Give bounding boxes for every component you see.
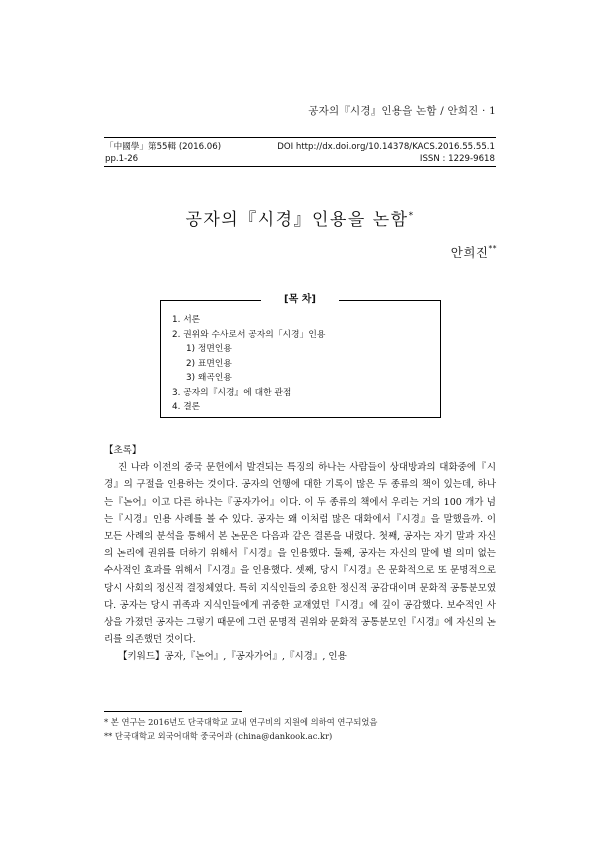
toc-list — [172, 313, 325, 415]
journal-meta-right — [277, 141, 495, 165]
keywords-line: 【키워드】공자,『논어』,『공자가어』,『시경』, 인용 — [118, 651, 347, 663]
doi-text: DOI http://dx.doi.org/10.14378/KACS.2016.55.55.1 — [277, 142, 495, 152]
author-name: 안희진 — [450, 245, 489, 260]
issn-text: ISSN : 1229-9618 — [419, 154, 495, 164]
paper-title-text: 공자의『시경』인용을 논함 — [185, 210, 409, 230]
author-footnote-mark: ** — [488, 244, 497, 253]
footnote-affiliation: ** 단국대학교 외국어대학 중국어과 (china@dankook.ac.kr) — [104, 730, 333, 741]
toc-item: 3. 공자의『시경』에 대한 관점 — [172, 387, 292, 398]
abstract-section — [104, 442, 496, 666]
journal-meta-left — [105, 141, 221, 165]
footnotes — [104, 716, 377, 743]
toc-item: 1. 서론 — [172, 315, 201, 325]
title-footnote-mark: * — [408, 211, 415, 221]
paper-title — [0, 205, 600, 230]
abstract-body: 진 나라 이전의 중국 문헌에서 발견되는 특징의 하나는 사람들이 상대방과의 대화중에『시경』의 구절을 인용하는 것이다. 공자의 언행에 대한 기록이 많은 두 종류의 책이 있는데, 하나는『논어』이고 다른 하나는『공자가어』이다. 이 두 종류의 책에서 우리는 거의 100 개가 넘는『시경』인용 사례를 볼 수 있다. 공자는 왜 이처럼 많은 대화에서『시경』을 말했을까. 이 모든 사례의 분석을 통해서 본 논문은 다음과 같은 결론을 내렸다. 첫째, 공자는 자기 말과 자신의 논리에 권위를 더하기 위해서『시경』을 인용했다. 둘째, 공자는 자신의 말에 별 의미 없는 수사적인 효과를 위해서『시경』을 인용했다. 셋째, 당시『시경』은 문화적으로 또 문명적으로 당시 사회의 정신적 결정체였다. 특히 지식인들의 중요한 정신적 공감대이며 문화적 공통분모였다. 공자는 당시 귀족과 지식인들에게 귀중한 교재였던『시경』에 깊이 공감했다. 보수적인 사상을 가졌던 공자는 그렇기 때문에 그런 문명적 권위와 문화적 공통분모인『시경』에 자신의 논리를 의존했던 것이다. — [104, 462, 496, 646]
footnote-funding: * 본 연구는 2016년도 단국대학교 교내 연구비의 지원에 의하여 연구되었음 — [104, 717, 378, 727]
toc-subitem: 1) 정면인용 — [186, 344, 232, 354]
abstract-label: 【초록】 — [104, 445, 142, 456]
journal-meta-bar — [104, 137, 496, 167]
author-line — [451, 243, 497, 261]
toc-item: 2. 권위와 수사로서 공자의「시경」인용 — [172, 329, 326, 340]
toc-subitem: 2) 표면인용 — [186, 358, 232, 369]
toc-item: 4. 결론 — [172, 402, 201, 412]
page-range: pp.1-26 — [105, 154, 139, 164]
toc-subitem: 3) 왜곡인용 — [186, 373, 232, 383]
toc-heading: [목 차] — [261, 292, 339, 308]
footnote-divider — [104, 711, 242, 712]
journal-issue: 「中國學」第55輯 (2016.06) — [105, 142, 222, 152]
running-header: 공자의『시경』인용을 논함 / 안희진 · 1 — [308, 105, 496, 117]
